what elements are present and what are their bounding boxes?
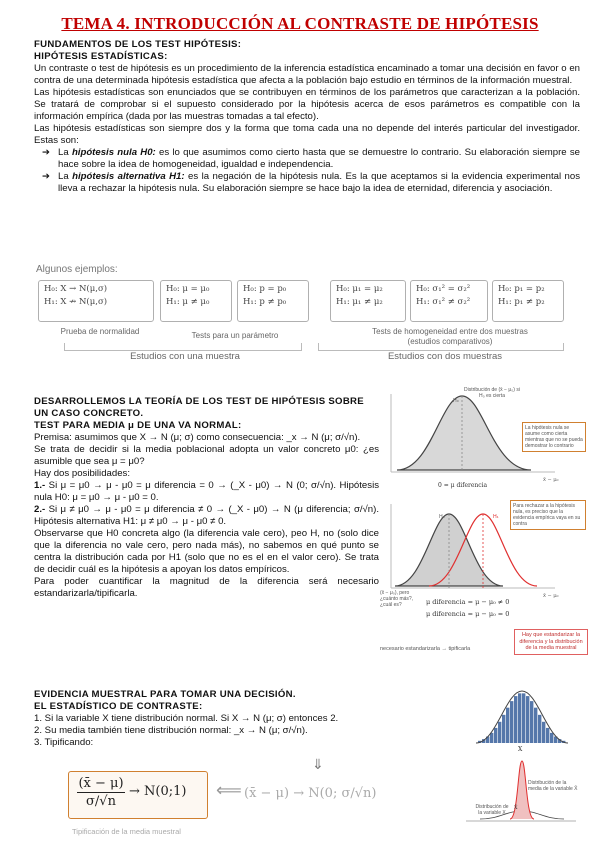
histogram-sample <box>478 693 565 743</box>
heading-hipotesis: HIPÓTESIS ESTADÍSTICAS: <box>34 51 168 62</box>
example-box-normality: H₀: X → N(μ,σ) H₁: X ↛ N(μ,σ) <box>38 280 154 322</box>
list-item: 3. Tipificando: <box>34 737 94 748</box>
bracket-una-muestra <box>64 343 302 351</box>
section-evidencia <box>34 689 434 749</box>
formula-numerator: (x̄ − μ) <box>78 776 124 791</box>
zero-label: 0 = μ diferencia <box>438 482 488 489</box>
eq-diferencia-ne: μ diferencia = μ − μ₀ ≠ 0 <box>426 598 510 606</box>
histogram-bar <box>542 722 545 743</box>
note-variable: Distribución de la variable X <box>475 804 509 816</box>
bullet-h1: ➔ La hipótesis alternativa H1: es la negación de la hipótesis nula. Es la que aceptamos si la evidencia experimental nos lleva a rechazar la hipótesis nula. Su elaboración siempre se hace bajo la idea de eternidad, diferencia y asociación. <box>42 171 580 194</box>
histogram-bar <box>518 693 521 743</box>
paragraph: Se trata de decidir si la media poblacional adopta un valor concreto μ0: ¿es asumible que sea μ = μ0? <box>34 444 379 467</box>
section-fundamentos <box>34 39 580 195</box>
h0-curve <box>397 396 531 470</box>
histogram-bar <box>490 733 493 743</box>
label-h0: H₀ <box>453 398 459 404</box>
example-box-two-proportions: H₀: p₁ = p₂ H₁: p₁ ≠ p₂ <box>492 280 564 322</box>
examples-heading: Algunos ejemplos: <box>36 264 118 275</box>
label-h1: H₁ <box>493 514 499 520</box>
histogram-bar <box>538 715 541 743</box>
figure-histograms <box>466 683 576 823</box>
paragraph-caso-2: 2.- Si μ ≠ μ0 → μ - μ0 = μ diferencia ≠ 0 → (_X - μ0) → N (μ diferencia; σ/√n). Hipótesis alternativa H1: μ ≠ μ0 → μ - μ0 ≠ 0. <box>34 504 379 527</box>
histogram-bar <box>494 728 497 743</box>
histogram-bar <box>522 693 525 743</box>
label-xbar: X̄ <box>514 805 518 811</box>
list-item: 2. Su media también tiene distribución normal: _x → N (μ; σ/√n). <box>34 725 308 736</box>
bracket-dos-muestras <box>318 343 564 351</box>
histogram-bar <box>502 715 505 743</box>
example-box-two-means: H₀: μ₁ = μ₂ H₁: μ₁ ≠ μ₂ <box>330 280 406 322</box>
example-box-mean: H₀: μ = μ₀ H₁: μ ≠ μ₀ <box>160 280 232 322</box>
caption-normalidad: Prueba de normalidad <box>60 327 140 336</box>
arrow-icon: ➔ <box>42 171 51 182</box>
formula-rhs: (x̄ − μ) → N(0; σ/√n) <box>244 786 377 801</box>
paragraph: Las hipótesis estadísticas son siempre dos y la forma que toma cada una no depende del interés particular del investigador. Estas son: <box>34 123 580 146</box>
histogram-bar <box>498 722 501 743</box>
group-una-muestra: Estudios con una muestra <box>130 351 240 362</box>
histogram-bar <box>534 708 537 743</box>
bullet-h0: ➔ La hipótesis nula H0: es lo que asumimos como cierto hasta que se demuestre lo contrario. Su elaboración siempre se hace sobre la idea de homogeneidad, igualdad e independencia. <box>42 147 581 170</box>
term-hipotesis-alternativa: hipótesis alternativa H1: <box>72 171 185 182</box>
paragraph-caso-1: 1.- Si μ = μ0 → μ - μ0 = μ diferencia = 0 → (_X - μ0) → N (0; σ/√n). Hipótesis nula H0: μ = μ0 → μ - μ0 = 0. <box>34 480 379 503</box>
label-x: X <box>518 746 523 753</box>
dist-title: Distribución de (x̄ − μ₀) si H₀ es cierta <box>464 387 520 399</box>
histogram-bar <box>526 696 529 743</box>
paragraph: Hay dos posibilidades: <box>34 468 130 479</box>
formula-denominator: σ/√n <box>86 794 116 809</box>
histogram-bar <box>546 728 549 743</box>
note-media: Distribución de la media de la variable X̄ <box>528 780 578 792</box>
caption-homogeneidad: Tests de homogeneidad entre dos muestras (estudios comparativos) <box>372 327 528 346</box>
heading-estadistico: EL ESTADÍSTICO DE CONTRASTE: <box>34 701 203 712</box>
caption-un-parametro: Tests para un parámetro <box>191 331 279 340</box>
heading-test-media: TEST PARA MEDIA μ DE UNA VA NORMAL: <box>34 420 242 431</box>
axis-label: x̄ − μ₀ <box>543 477 559 483</box>
histogram-bar <box>550 733 553 743</box>
axis-label: x̄ − μ₀ <box>543 593 559 599</box>
formula-result: → N(0;1) <box>129 784 187 799</box>
arrow-icon: ➔ <box>42 147 51 158</box>
side-note: (x̄ − μ₀), pero ¿cuánto más?, ¿cuál es? <box>380 590 414 608</box>
bottom-note: necesario estandarizarla → tipificarla <box>380 646 471 652</box>
heading-evidencia: EVIDENCIA MUESTRAL PARA TOMAR UNA DECISIÓN. <box>34 689 296 700</box>
down-arrow-icon: ⇓ <box>312 756 324 772</box>
list-item: 1. Si la variable X tiene distribución normal. Si X → N (μ; σ) entonces 2. <box>34 713 339 724</box>
paragraph: Un contraste o test de hipótesis es un procedimiento de la inferencia estadística encaminado a tomar una decisión en favor o en contra de una determinada hipótesis estadística que afecta a la población bajo estudio en términos de la información muestral. <box>34 63 580 86</box>
note-h1: Para rechazar a la hipótesis nula, es preciso que la evidencia empírica vaya en su contra <box>510 500 586 530</box>
histogram-bar <box>506 708 509 743</box>
implies-arrow-icon: ⟸ <box>216 780 242 800</box>
histogram-bar <box>510 701 513 743</box>
heading-teoria: DESARROLLEMOS LA TEORÍA DE LOS TEST DE HIPÓTESIS SOBRE UN CASO CONCRETO. <box>34 396 364 419</box>
histogram-bar <box>530 701 533 743</box>
example-box-two-variances: H₀: σ₁² = σ₂² H₁: σ₁² ≠ σ₂² <box>410 280 488 322</box>
paragraph: Premisa: asumimos que X → N (μ; σ) como consecuencia: _x → N (μ; σ/√n). <box>34 432 361 443</box>
eq-diferencia-eq: μ diferencia = μ − μ₀ = 0 <box>426 610 510 618</box>
paragraph: Las hipótesis estadísticas son enunciados que se contribuyen en términos de los parámetros que caracterizan a la población. Se tratará de comprobar si el supuesto considerado por la hipótesis acerca de esos parámetros es compatible con la información empírica (dada por las muestras tomadas a tal efecto). <box>34 87 580 122</box>
term-hipotesis-nula: hipótesis nula H0: <box>71 147 156 158</box>
example-box-proportion: H₀: p = p₀ H₁: p ≠ p₀ <box>237 280 309 322</box>
histogram-bar <box>514 696 517 743</box>
heading-fundamentos: FUNDAMENTOS DE LOS TEST HIPÓTESIS: <box>34 39 242 50</box>
group-dos-muestras: Estudios con dos muestras <box>387 351 503 362</box>
paragraph: Para poder cuantificar la magnitud de la diferencia será necesario estandarizarla/tipificarla. <box>34 576 379 599</box>
formula-caption: Tipificación de la media muestral <box>72 827 181 836</box>
note-h0: La hipótesis nula se asume como cierta mientras que no se pueda demostrar lo contrario <box>522 422 586 452</box>
formula-box <box>68 771 208 819</box>
page-title: TEMA 4. INTRODUCCIÓN AL CONTRASTE DE HIPÓTESIS <box>61 14 539 33</box>
red-note: Hay que estandarizar la diferencia y la distribución de la media muestral <box>514 629 588 655</box>
section-teoria <box>34 396 379 600</box>
label-h0: H₀ <box>439 514 445 520</box>
paragraph: Observarse que H0 concreta algo (la diferencia vale cero), peo H, no (solo dice que la diferencia no vale cero, pero nada más), no sabemos en qué punto se centra la distribución cada por H1 (solo que no es el en el valor cero). Se trata de decidir cuál es la hipótesis a apoyan los datos empíricos. <box>34 528 379 575</box>
